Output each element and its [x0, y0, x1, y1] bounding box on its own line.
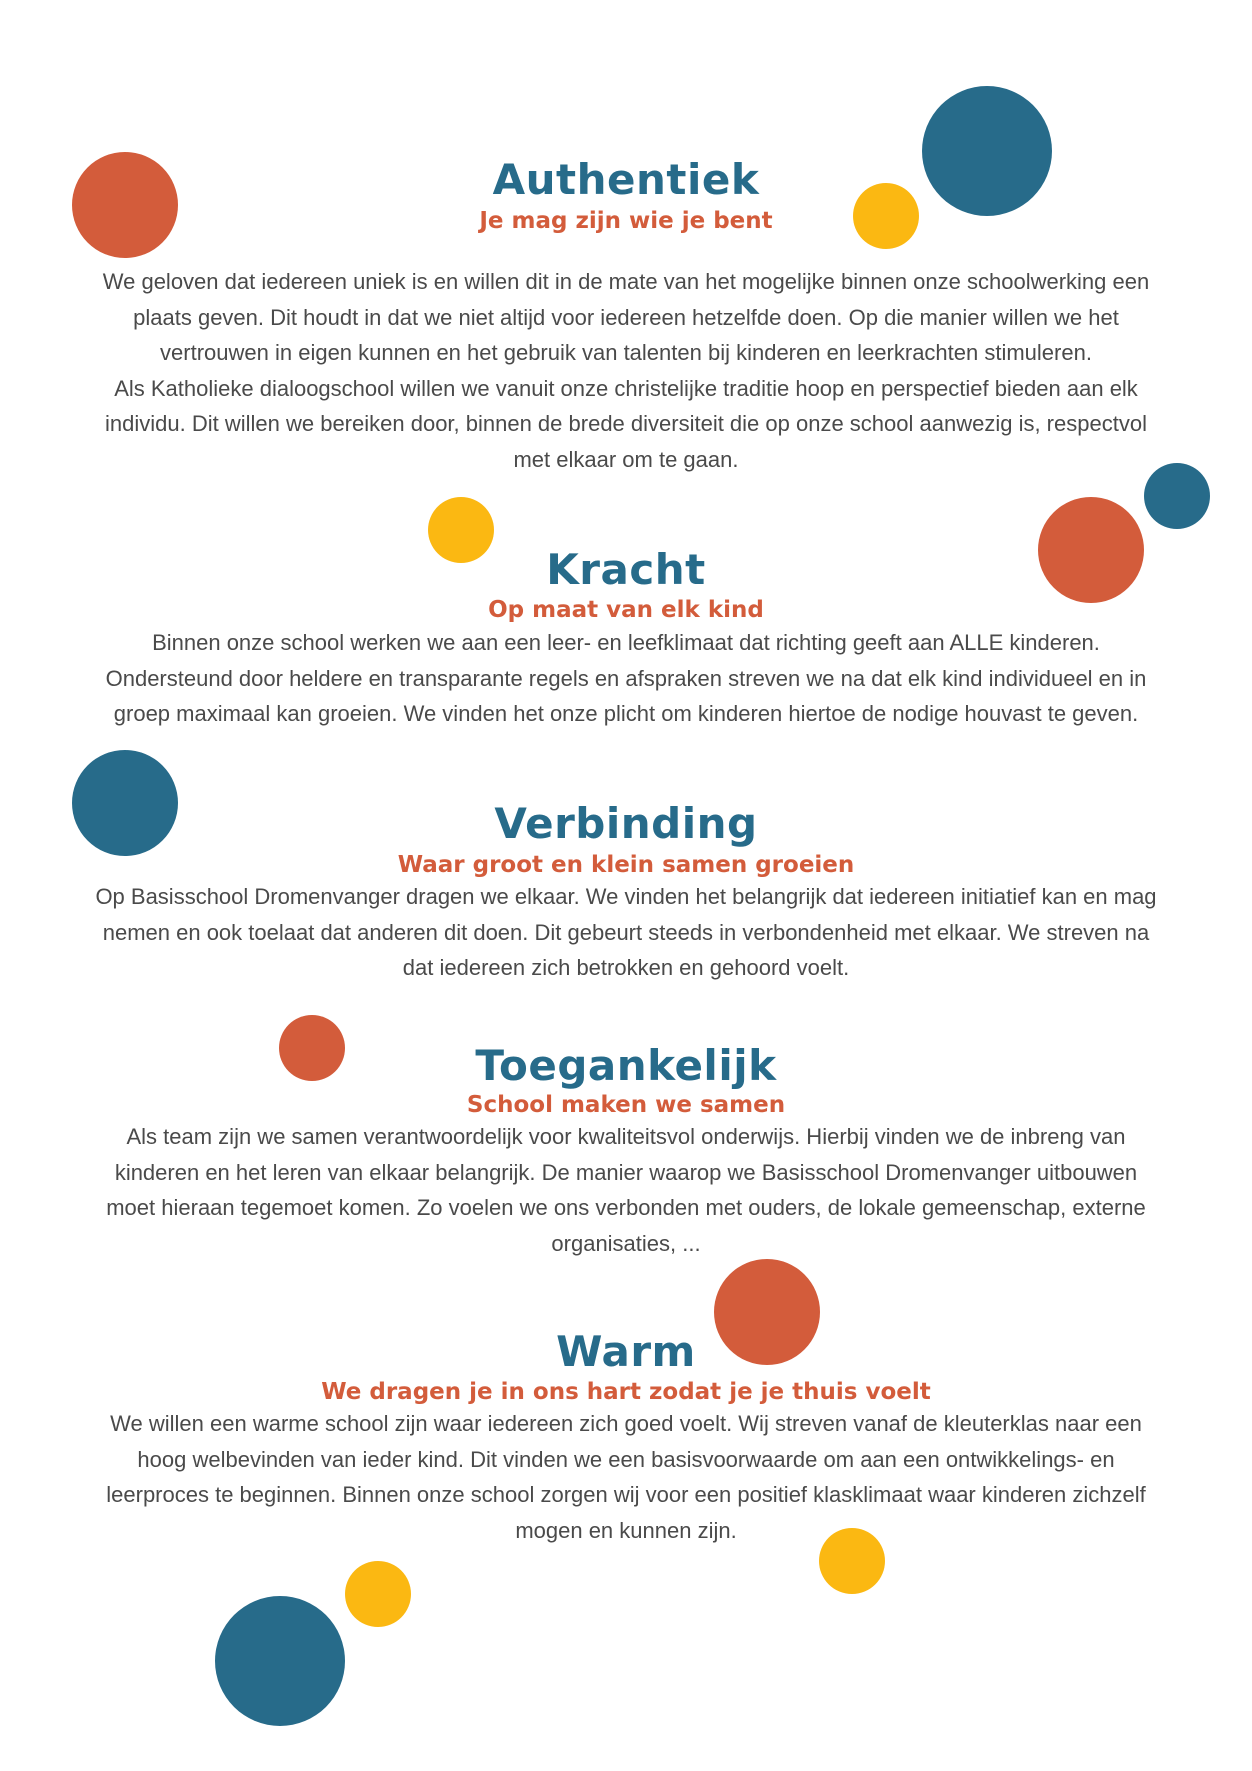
body-line: Op Basisschool Dromenvanger dragen we elkaar. We vinden het belangrijk dat iedereen initiatief kan en mag: [95, 884, 1157, 909]
body-line: organisaties, ...: [551, 1230, 701, 1256]
section-body: [0, 1406, 1252, 1548]
decorative-dot: [215, 1596, 345, 1726]
body-line: groep maximaal kan groeien. We vinden het onze plicht om kinderen hiertoe de nodige houvast te geven.: [113, 701, 1139, 726]
section-title: Toegankelijk: [475, 1041, 777, 1090]
decorative-dot: [345, 1561, 411, 1627]
body-line: Ondersteund door heldere en transparante regels en afspraken streven we na dat elk kind individueel en in: [105, 665, 1147, 691]
body-line: met elkaar om te gaan.: [513, 446, 739, 472]
section-title: Warm: [556, 1327, 696, 1376]
section-body: [0, 625, 1252, 732]
body-line: We geloven dat iedereen uniek is en willen dit in de mate van het mogelijke binnen onze schoolwerking een: [102, 269, 1150, 294]
section-title: Authentiek: [492, 155, 760, 204]
body-line: hoog welbevinden van ieder kind. Dit vinden we een basisvoorwaarde om aan een ontwikkelings- en: [137, 1446, 1115, 1472]
body-line: moet hieraan tegemoet komen. Zo voelen we ons verbonden met ouders, de lokale gemeenschap, externe: [106, 1195, 1146, 1220]
section-subtitle: Op maat van elk kind: [488, 597, 764, 623]
body-line: nemen en ook toelaat dat anderen dit doen. Dit gebeurt steeds in verbondenheid met elkaar. We streven na: [102, 919, 1150, 945]
section-title: Kracht: [546, 545, 706, 594]
body-line: plaats geven. Dit houdt in dat we niet altijd voor iedereen hetzelfde doen. Op die manier willen we het: [133, 304, 1119, 330]
body-line: Als team zijn we samen verantwoordelijk voor kwaliteitsvol onderwijs. Hierbij vinden we de inbreng van: [126, 1124, 1126, 1149]
body-line: We willen een warme school zijn waar iedereen zich goed voelt. Wij streven vanaf de kleuterklas naar een: [110, 1411, 1142, 1436]
body-line: mogen en kunnen zijn.: [515, 1517, 737, 1543]
section-subtitle: Waar groot en klein samen groeien: [397, 852, 855, 878]
body-line: vertrouwen in eigen kunnen en het gebruik van talenten bij kinderen en leerkrachten stimuleren.: [160, 340, 1092, 365]
body-line: leerproces te beginnen. Binnen onze school zorgen wij voor een positief klasklimaat waar kinderen zichzelf: [106, 1482, 1146, 1507]
body-line: dat iedereen zich betrokken en gehoord voelt.: [402, 955, 850, 980]
section-subtitle: Je mag zijn wie je bent: [479, 208, 773, 234]
body-line: Als Katholieke dialoogschool willen we vanuit onze christelijke traditie hoop en perspectief bieden aan elk: [114, 375, 1138, 401]
body-line: individu. Dit willen we bereiken door, binnen de brede diversiteit die op onze school aanwezig is, respectvol: [105, 411, 1147, 436]
section-subtitle: School maken we samen: [466, 1092, 786, 1118]
body-line: Binnen onze school werken we aan een leer- en leefklimaat dat richting geeft aan ALLE kinderen.: [152, 630, 1100, 655]
body-line: kinderen en het leren van elkaar belangrijk. De manier waarop we Basisschool Dromenvanger uitbouwen: [114, 1159, 1138, 1185]
section-body: [0, 264, 1252, 477]
section-title: Verbinding: [494, 799, 758, 848]
section-subtitle: We dragen je in ons hart zodat je je thuis voelt: [321, 1379, 931, 1405]
section-body: [0, 879, 1252, 986]
section-body: [0, 1119, 1252, 1261]
